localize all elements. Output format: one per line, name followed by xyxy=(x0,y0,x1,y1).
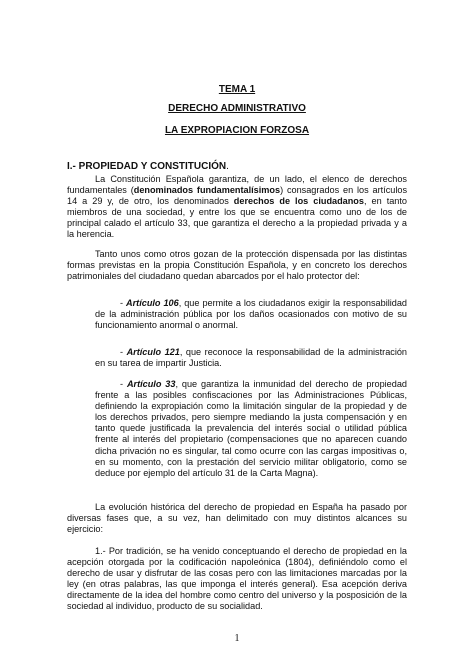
p1-bold-derechos-ciudadanos: derechos de los ciudadanos xyxy=(233,196,364,207)
p3-article-label: Artículo 106 xyxy=(126,298,179,308)
p2-text: Tanto unos como otros gozan de la protección dispensada por las distintas formas previstas en la propia Constitución Española, y en concreto los derechos patrimoniales del ciudadano quedan abarcados por el halo protector del: xyxy=(67,249,407,282)
paragraph-tradicion xyxy=(67,546,407,613)
paragraph-constitucion xyxy=(67,174,407,241)
p5-dash: - xyxy=(120,379,127,389)
p1-text-c: ) consagrados en los artículos 14 a 29 y, de otro, los denominados xyxy=(67,185,408,207)
heading-derecho-administrativo: DERECHO ADMINISTRATIVO xyxy=(168,103,306,114)
paragraph-evolucion-historica xyxy=(67,502,407,535)
p3-dash: - xyxy=(120,298,127,308)
p6-text: La evolución histórica del derecho de propiedad en España ha pasado por diversas fases que, a su vez, han delimitado con muy distintos alcances su ejercicio: xyxy=(67,502,407,535)
paragraph-articulo-121 xyxy=(95,347,407,369)
p1-text-a: La Constitución Española garantiza, de un lado, el elenco de derechos fundamentales ( xyxy=(67,174,407,196)
p5-text: , que garantiza la inmunidad del derecho de propiedad frente a las posibles confiscaciones por las Administraciones Públicas, definiendo la expropiación como la limitación singular de la propiedad y de los derechos privados, pero siempre mediando la justa compensación y en tanto quede justificada la prevalencia del interés social o utilidad pública frente al interés del propietario (compensaciones que no aparecen cuando dicha privación no es singular, tal como ocurre con las cargas impositivas o, en su momento, con la prestación del servicio militar obligatorio, como se deduce por ejemplo del artículo 31 de la Carta Magna). xyxy=(95,379,407,478)
p4-article-label: Artículo 121 xyxy=(126,347,180,357)
p5-article-label: Artículo 33 xyxy=(126,379,176,389)
heading-expropiacion-forzosa: LA EXPROPIACION FORZOSA xyxy=(164,125,310,136)
section-title-period: . xyxy=(226,161,229,172)
section-title xyxy=(67,161,229,173)
p3-text: , que permite a los ciudadanos exigir la responsabilidad de la administración pública por los daños ocasionados con motivo de su funcionamiento anormal o anormal. xyxy=(95,298,408,331)
heading-tema: TEMA 1 xyxy=(218,84,256,95)
p1-bold-fundamentalisimos: denominados fundamentalísimos xyxy=(133,185,281,196)
p7-text: 1.- Por tradición, se ha venido conceptuando el derecho de propiedad en la acepción otorgada por la codificación napoleónica (1804), definiéndolo como el derecho de usar y disfrutar de las cosas pero con las limitaciones marcadas por la ley (en otras palabras, las que imponga el interés general). Esa acepción deriva directamente de la idea del hombre como centro del universo y la posposición de la sociedad al individuo, producto de su socialidad. xyxy=(67,546,407,612)
page-number: 1 xyxy=(234,633,240,644)
paragraph-proteccion xyxy=(67,249,407,282)
p4-dash: - xyxy=(120,347,127,357)
p4-text: , que reconoce la responsabilidad de la administración en su tarea de impartir Justicia. xyxy=(95,347,408,369)
section-title-text: I.- PROPIEDAD Y CONSTITUCIÓN xyxy=(67,161,227,172)
paragraph-articulo-33 xyxy=(95,379,407,479)
p1-text-e: , en tanto miembros de una sociedad, y entre los que se encuentra como uno de los de principal calado el artículo 33, que garantiza el derecho a la propiedad privada y a la herencia. xyxy=(67,196,407,240)
paragraph-articulo-106 xyxy=(95,298,407,331)
